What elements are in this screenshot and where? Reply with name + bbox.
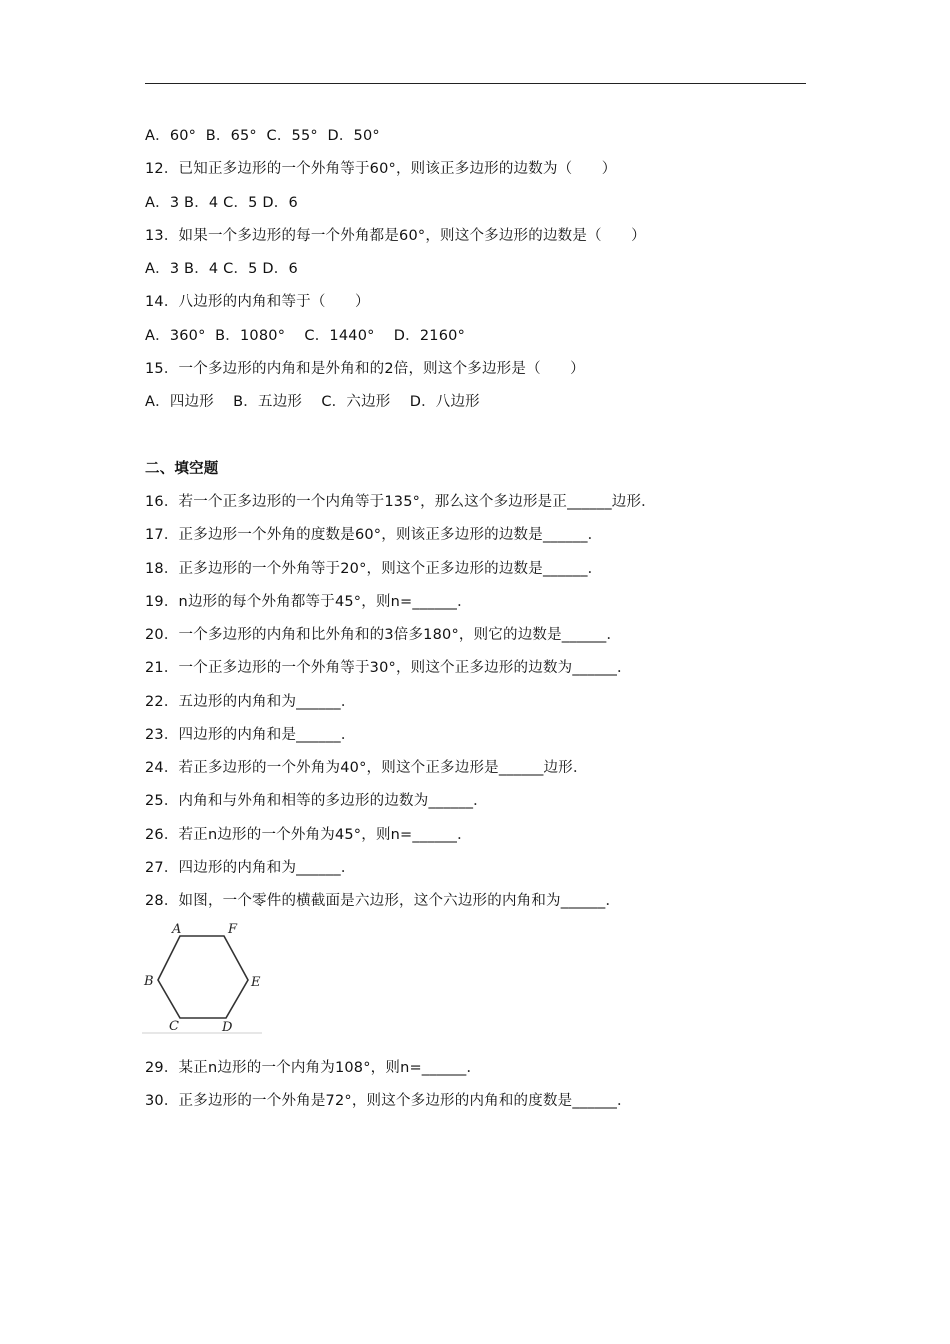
section-heading: 二、填空题: [145, 461, 219, 477]
q13-options: A．3 B．4 C．5 D．6: [145, 261, 298, 277]
q21: 21．一个正多边形的一个外角等于30°，则这个正多边形的边数为______．: [145, 660, 632, 676]
q12-question: 12．已知正多边形的一个外角等于60°，则该正多边形的边数为（ ）: [145, 161, 617, 177]
q22: 22．五边形的内角和为______．: [145, 694, 356, 710]
q13-question: 13．如果一个多边形的每一个外角都是60°，则这个多边形的边数是（ ）: [145, 228, 646, 244]
q29: 29．某正n边形的一个内角为108°，则n=______．: [145, 1060, 482, 1076]
vertex-label-b: B: [144, 974, 154, 989]
vertex-label-c: C: [169, 1019, 179, 1034]
q30: 30．正多边形的一个外角是72°，则这个多边形的内角和的度数是______．: [145, 1093, 632, 1109]
vertex-label-a: A: [172, 922, 182, 937]
q12-options: A．3 B．4 C．5 D．6: [145, 195, 298, 211]
hexagon-shape: [158, 936, 248, 1018]
vertex-label-f: F: [228, 922, 238, 937]
vertex-label-e: E: [251, 975, 261, 990]
q24: 24．若正多边形的一个外角为40°，则这个正多边形是______边形．: [145, 760, 588, 776]
q26: 26．若正n边形的一个外角为45°，则n=______．: [145, 827, 472, 843]
q27: 27．四边形的内角和为______．: [145, 860, 356, 876]
q28: 28．如图，一个零件的横截面是六边形，这个六边形的内角和为______．: [145, 893, 621, 909]
q14-options: A．360° B．1080° C．1440° D．2160°: [145, 328, 466, 344]
q25: 25．内角和与外角和相等的多边形的边数为______．: [145, 793, 488, 809]
q20: 20．一个多边形的内角和比外角和的3倍多180°，则它的边数是______．: [145, 627, 622, 643]
hexagon-figure: [142, 918, 264, 1036]
q11-options: A．60° B．65° C．55° D．50°: [145, 128, 380, 144]
q14-question: 14．八边形的内角和等于（ ）: [145, 294, 370, 310]
hexagon-diagram: [142, 918, 264, 1036]
q15-options: A．四边形 B．五边形 C．六边形 D．八边形: [145, 394, 480, 410]
header-rule: [145, 83, 806, 84]
vertex-label-d: D: [222, 1020, 233, 1035]
q16: 16．若一个正多边形的一个内角等于135°，那么这个多边形是正______边形．: [145, 494, 656, 510]
q17: 17．正多边形一个外角的度数是60°，则该正多边形的边数是______．: [145, 527, 603, 543]
q19: 19．n边形的每个外角都等于45°，则n=______．: [145, 594, 472, 610]
q18: 18．正多边形的一个外角等于20°，则这个正多边形的边数是______．: [145, 561, 603, 577]
q23: 23．四边形的内角和是______．: [145, 727, 356, 743]
q15-question: 15．一个多边形的内角和是外角和的2倍，则这个多边形是（ ）: [145, 361, 585, 377]
